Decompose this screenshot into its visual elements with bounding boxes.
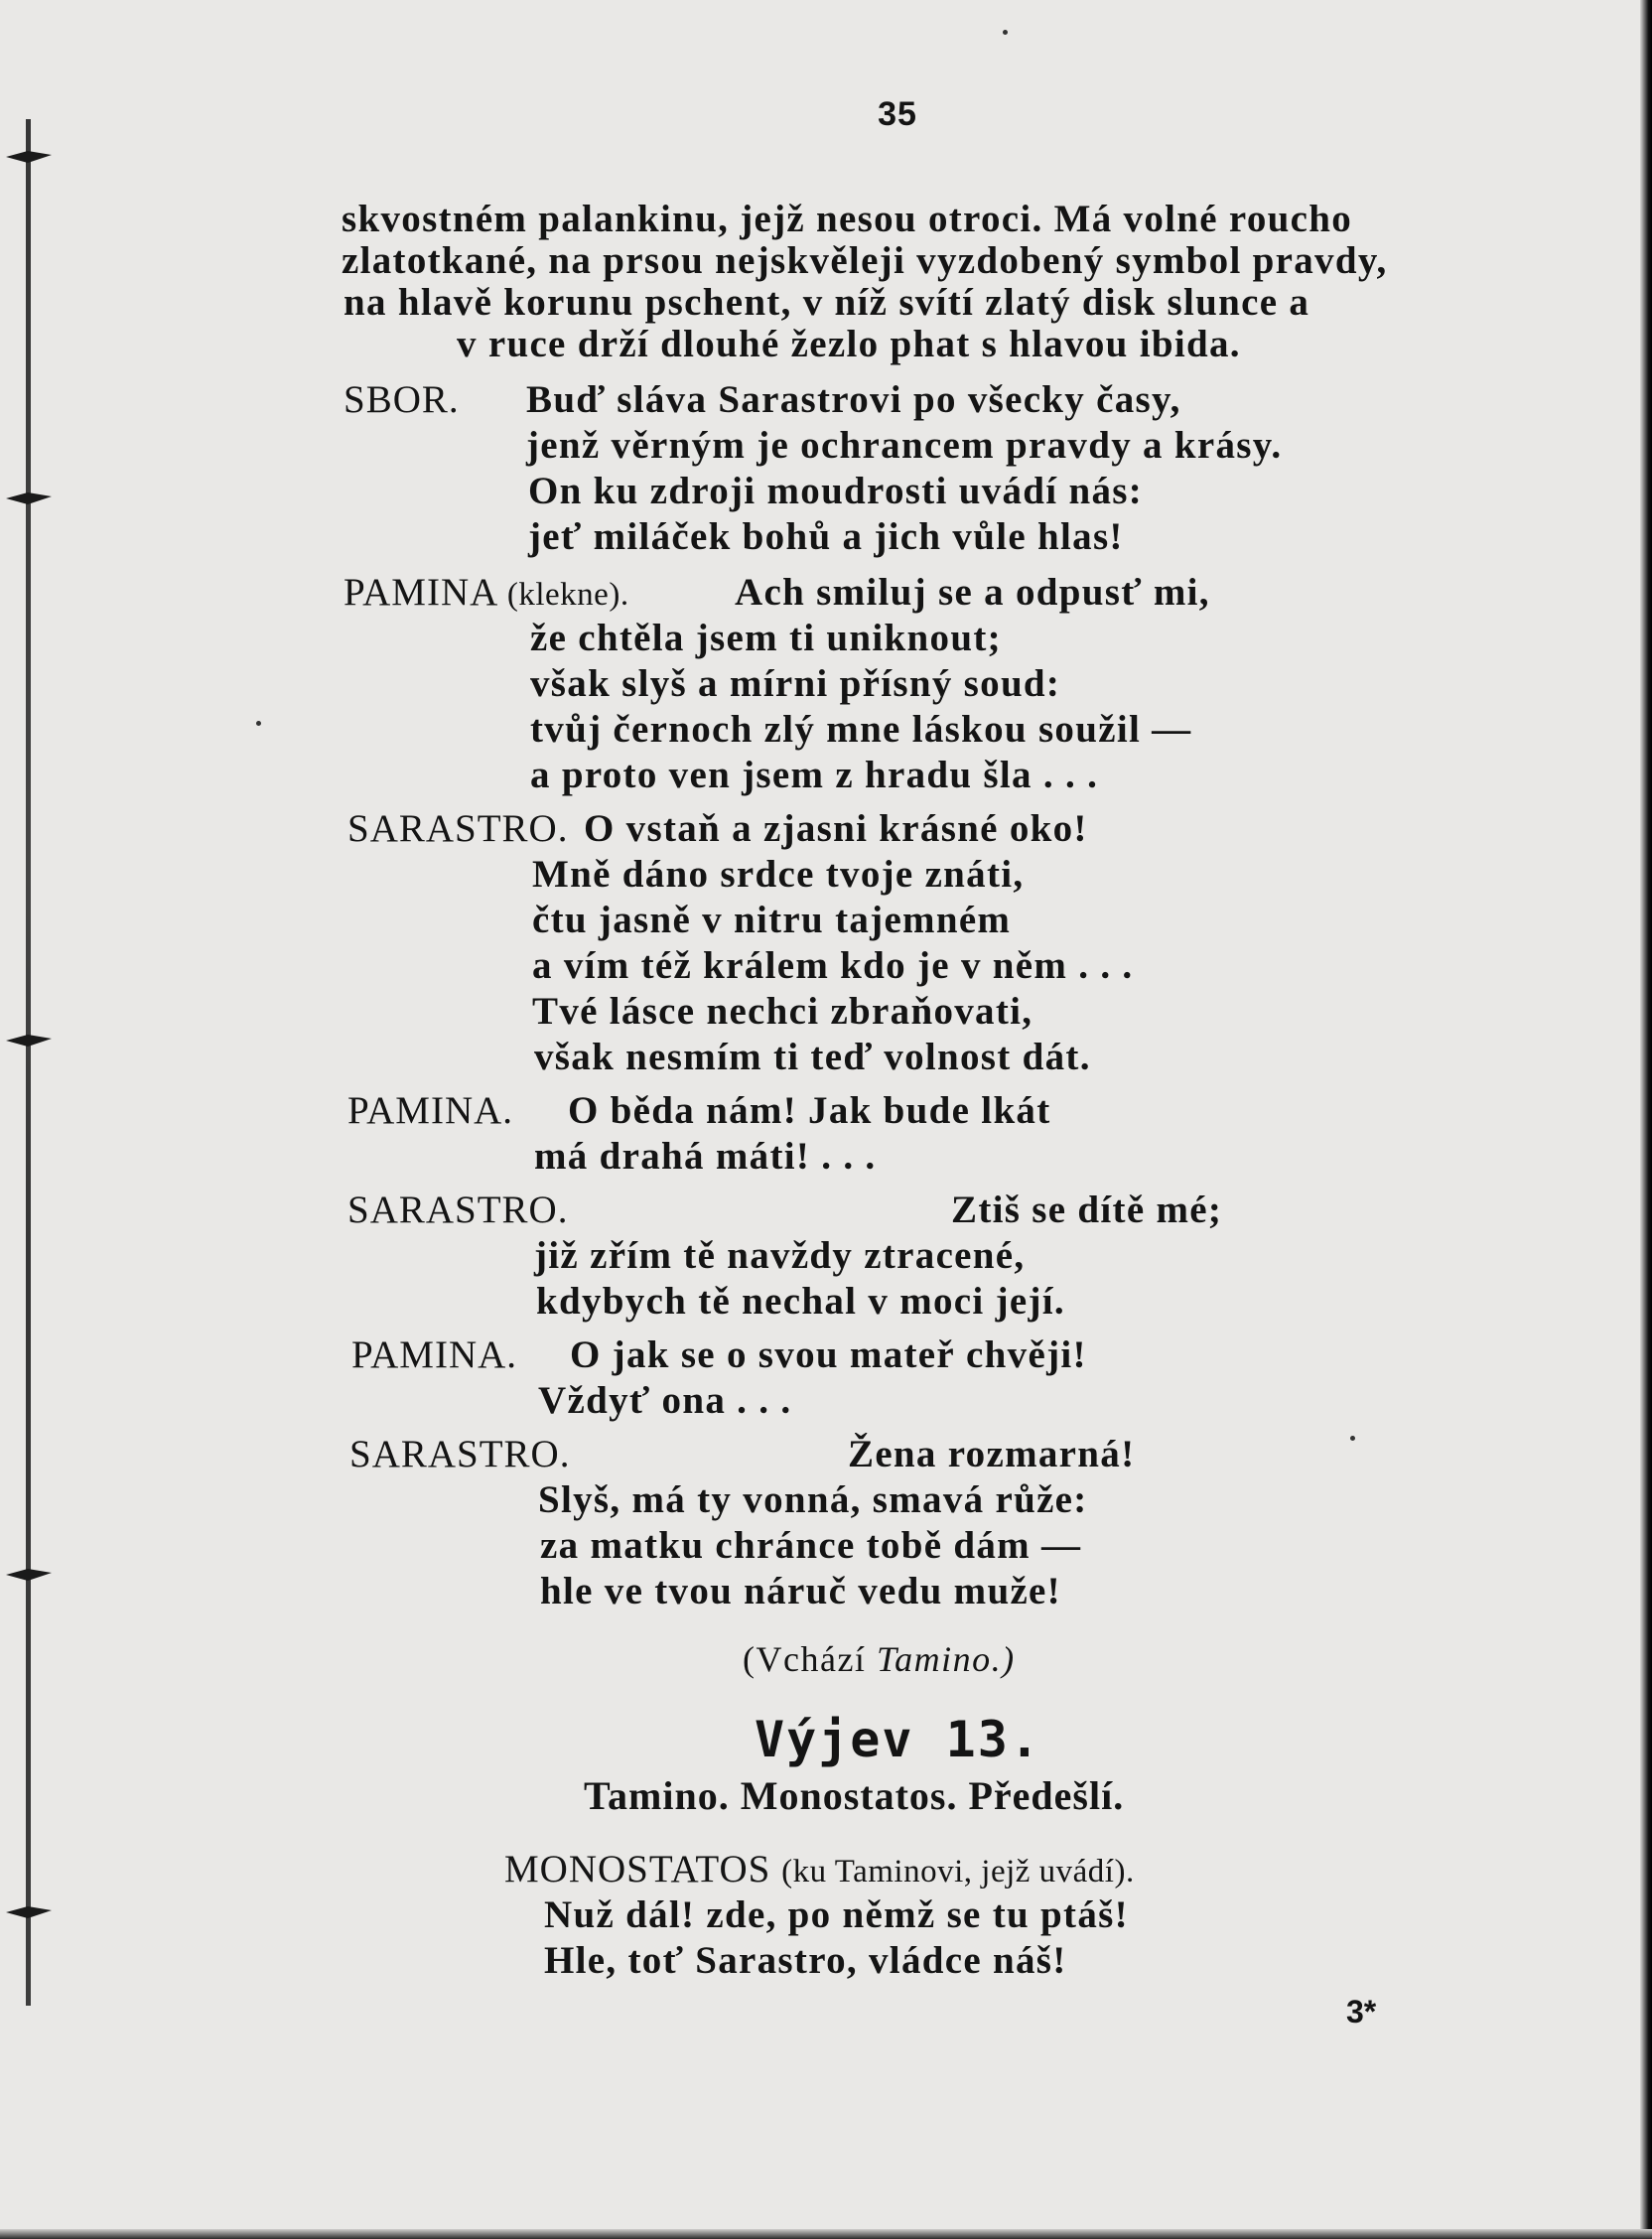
verse-line: Nuž dál! zde, po němž se tu ptáš!	[544, 1893, 1129, 1936]
speaker-pamina	[344, 570, 629, 618]
binding-stitch-icon	[6, 1033, 52, 1049]
verse-line: že chtěla jsem ti uniknout;	[530, 617, 1002, 659]
verse-line: jenž věrným je ochrancem pravdy a krásy.	[526, 424, 1283, 467]
stage-intro-line: zlatotkané, na prsou nejskvěleji vyzdobený symbol pravdy,	[342, 239, 1388, 282]
page-bottom-edge	[0, 2229, 1652, 2239]
verse-line: O jak se o svou mateř chvěji!	[570, 1333, 1087, 1376]
verse-line: kdybych tě nechal v moci její.	[536, 1280, 1065, 1323]
verse-line: má drahá máti! . . .	[534, 1135, 877, 1178]
verse-line: Slyš, má ty vonná, smavá růže:	[538, 1478, 1088, 1521]
entrance-direction	[743, 1636, 1016, 1682]
verse-line: a proto ven jsem z hradu šla . . .	[530, 754, 1099, 796]
speaker-pamina: PAMINA.	[351, 1333, 518, 1376]
verse-line: O běda nám! Jak bude lkát	[568, 1089, 1051, 1132]
entrance-verb: (Vchází	[743, 1639, 867, 1679]
verse-line: a vím též králem kdo je v něm . . .	[532, 944, 1134, 987]
speaker-name: MONOSTATOS	[504, 1848, 771, 1890]
verse-line: hle ve tvou náruč vedu muže!	[540, 1570, 1061, 1612]
verse-line: jeť miláček bohů a jich vůle hlas!	[528, 515, 1124, 558]
binding-stitch-icon	[6, 1567, 52, 1583]
stage-intro-line: v ruce drží dlouhé žezlo phat s hlavou ibida.	[457, 323, 1241, 365]
verse-line: však nesmím ti teď volnost dát.	[534, 1036, 1091, 1078]
print-speck	[1350, 1436, 1355, 1441]
scene-persons: Tamino. Monostatos. Předešlí.	[584, 1773, 1125, 1818]
verse-line: O vstaň a zjasni krásné oko!	[584, 807, 1088, 850]
verse-line: Ztiš se dítě mé;	[951, 1189, 1223, 1231]
binding-spine	[26, 119, 31, 2006]
verse-line: Žena rozmarná!	[848, 1433, 1136, 1475]
speaker-name: PAMINA	[344, 571, 497, 614]
verse-line: Hle, toť Sarastro, vládce náš!	[544, 1939, 1067, 1982]
binding-stitch-icon	[6, 149, 52, 165]
speaker-sarastro: SARASTRO.	[347, 1189, 569, 1231]
verse-line: Mně dáno srdce tvoje znáti,	[532, 853, 1025, 896]
stage-intro-line: skvostném palankinu, jejž nesou otroci. Má volné roucho	[342, 198, 1353, 240]
stage-direction: (klekne).	[506, 577, 629, 613]
binding-stitch-icon	[6, 1904, 52, 1920]
speaker-monostatos	[504, 1847, 1135, 1894]
page-number: 35	[878, 95, 917, 133]
speaker-sbor: SBOR.	[344, 378, 460, 421]
stage-direction: (ku Taminovi, jejž uvádí).	[781, 1854, 1135, 1889]
speaker-pamina: PAMINA.	[347, 1089, 514, 1132]
print-speck	[1003, 30, 1008, 35]
stage-intro-line: na hlavě korunu pschent, v níž svítí zlatý disk slunce a	[344, 281, 1310, 324]
verse-line: však slyš a mírni přísný soud:	[530, 662, 1061, 705]
signature-mark: 3*	[1346, 1994, 1377, 2029]
verse-line: Buď sláva Sarastrovi po všecky časy,	[526, 378, 1181, 421]
binding-stitch-icon	[6, 490, 52, 506]
verse-line: On ku zdroji moudrosti uvádí nás:	[528, 470, 1144, 512]
verse-line: Ach smiluj se a odpusť mi,	[735, 571, 1210, 614]
scene-title: Výjev 13.	[755, 1711, 1041, 1768]
speaker-sarastro: SARASTRO.	[349, 1433, 571, 1475]
page-right-edge	[1640, 0, 1652, 2239]
verse-line: Tvé lásce nechci zbraňovati,	[532, 990, 1033, 1033]
verse-line: již zřím tě navždy ztracené,	[534, 1234, 1026, 1277]
verse-line: čtu jasně v nitru tajemném	[532, 899, 1012, 941]
speaker-sarastro: SARASTRO.	[347, 807, 569, 850]
verse-line: za matku chránce tobě dám —	[540, 1524, 1082, 1567]
entrance-character: Tamino.)	[876, 1639, 1016, 1679]
print-speck	[256, 721, 261, 726]
verse-line: tvůj černoch zlý mne láskou soužil —	[530, 708, 1192, 751]
verse-line: Vždyť ona . . .	[538, 1379, 792, 1422]
